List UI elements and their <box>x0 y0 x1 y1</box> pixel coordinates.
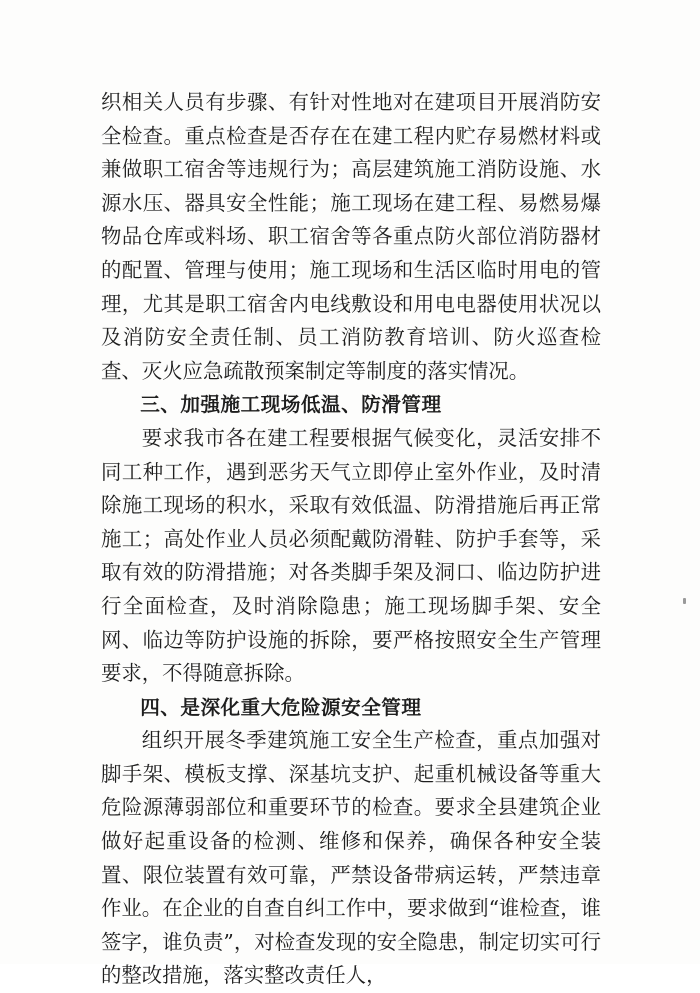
scan-speck <box>683 598 686 604</box>
paragraph-continued: 织相关人员有步骤、有针对性地对在建项目开展消防安全检查。重点检查是否存在在建工程内贮存易燃材料或兼做职工宿舍等违规行为；高层建筑施工消防设施、水源水压、器具安全性能；施工现场在建工程、易燃易爆物品仓库或料场、职工宿舍等各重点防火部位消防器材的配置、管理与使用；施工现场和生活区临时用电的管理，尤其是职工宿舍内电线敷设和用电电器使用状况以及消防安全责任制、员工消防教育培训、防火巡查检查、灭火应急疏散预案制定等制度的落实情况。 <box>101 90 601 383</box>
paragraph-section-4: 组织开展冬季建筑施工安全生产检查，重点加强对脚手架、模板支撑、深基坑支护、起重机械设备等重大危险源薄弱部位和重要环节的检查。要求全县建筑企业做好起重设备的检测、维修和保养，确保各种安全装置、限位装置有效可靠，严禁设备带病运转，严禁违章作业。在企业的自查自纠工作中，要求做到“谁检查，谁签字，谁负责”，对检查发现的安全隐患，制定切实可行的整改措施，落实整改责任人， <box>101 728 601 988</box>
section-heading-3: 三、加强施工现场低温、防滑管理 <box>140 393 442 417</box>
paragraph-section-3: 要求我市各在建工程要根据气候变化，灵活安排不同工种工作，遇到恶劣天气立即停止室外作业，及时清除施工现场的积水，采取有效低温、防滑措施后再正常施工；高处作业人员必须配戴防滑鞋、防护手套等，采取有效的防滑措施；对各类脚手架及洞口、临边防护进行全面检查，及时消除隐患；施工现场脚手架、安全网、临边等防护设施的拆除，要严格按照安全生产管理要求，不得随意拆除。 <box>101 425 601 686</box>
section-heading-4: 四、是深化重大危险源安全管理 <box>140 695 422 719</box>
document-body <box>101 86 601 993</box>
